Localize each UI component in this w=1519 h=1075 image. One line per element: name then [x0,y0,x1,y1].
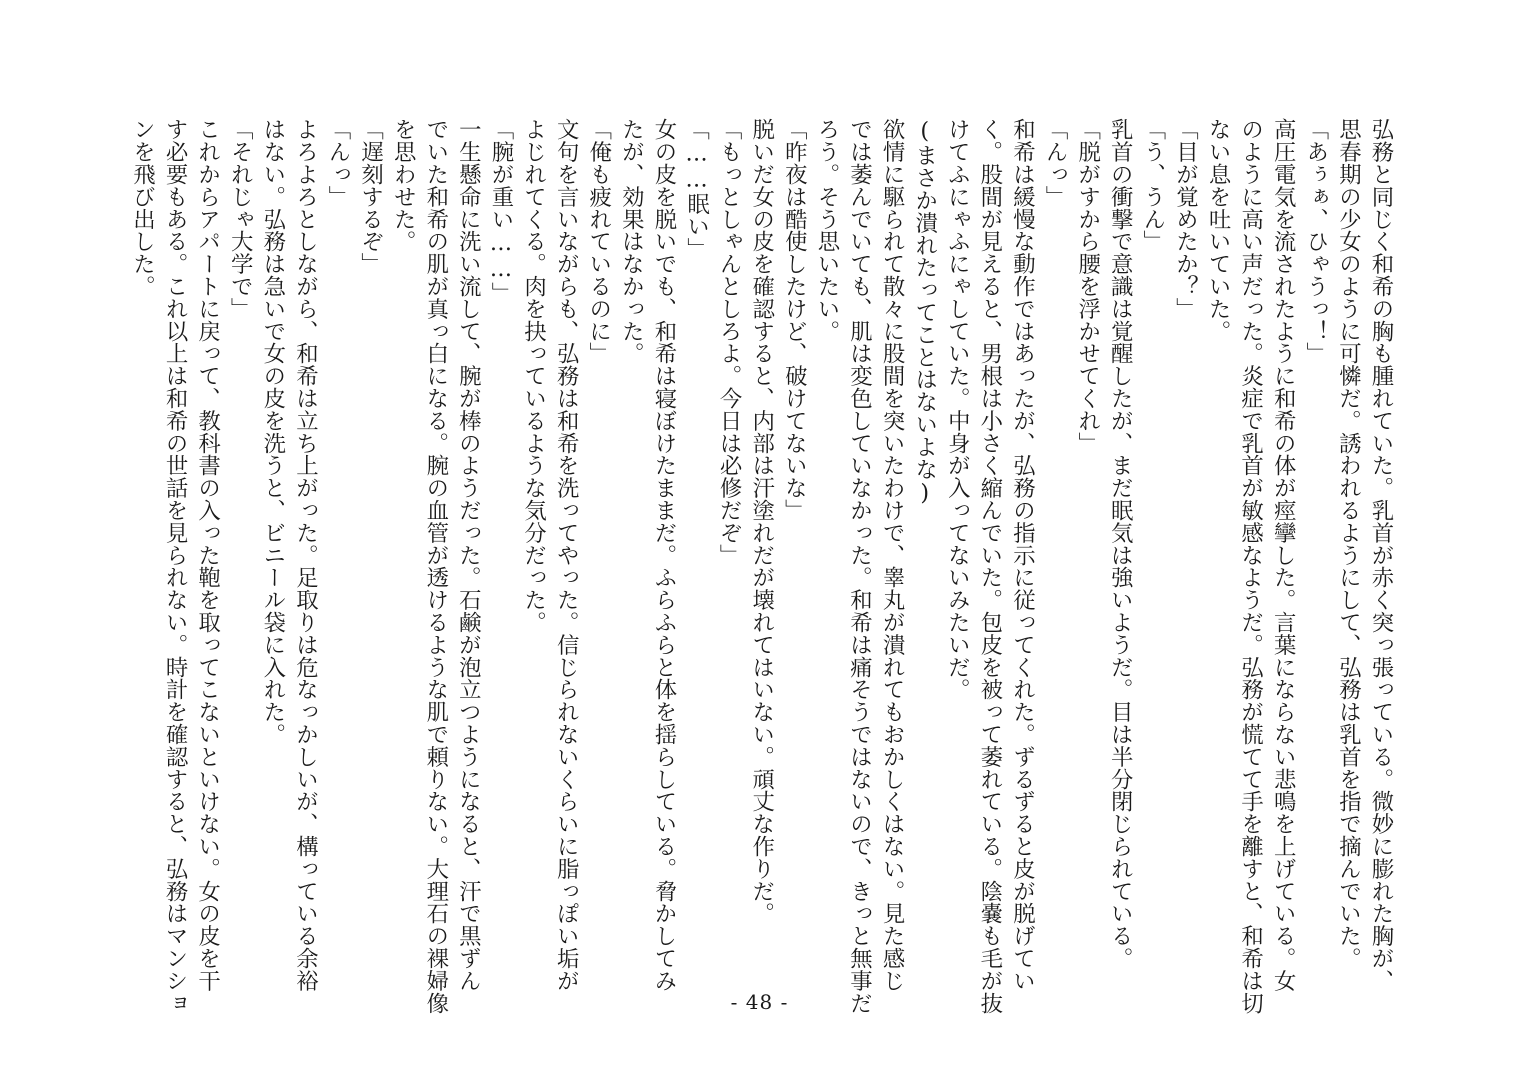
text-line: 「う、うん」 [1139,118,1166,253]
text-line: たが、効果はなかった。 [618,118,645,365]
text-line: ない息を吐いていた。 [1205,118,1232,342]
text-line: 「あぅぁ、ひゃうっ！」 [1302,118,1329,365]
text-line: 「遅刻するぞ」 [357,118,384,275]
page-number: - 48 - [730,990,789,1014]
text-line: 和希は緩慢な動作ではあったが、弘務の指示に従ってくれた。ずるずると皮が脱げてい [1009,118,1036,992]
text-line: 高圧電気を流されたように和希の体が痙攣した。言葉にならない悲鳴を上げている。女 [1270,118,1297,992]
text-line: 「……眠い」 [683,118,710,260]
text-line: す必要もある。これ以上は和希の世話を見られない。時計を確認すると、弘務はマンショ [162,118,189,1014]
text-line: く。股間が見えると、男根は小さく縮んでいた。包皮を被って萎れている。陰嚢も毛が抜 [976,118,1003,1014]
text-line: 脱いだ女の皮を確認すると、内部は汗塗れだが壊れてはいない。頑丈な作りだ。 [748,118,775,925]
text-line: 「それじゃ大学で」 [227,118,254,320]
text-line: 文句を言いながらも、弘務は和希を洗ってやった。信じられないくらいに脂っぽい垢が [553,118,580,992]
text-line: 「脱がすから腰を浮かせてくれ」 [1074,118,1101,454]
text-line: では萎んでいても、肌は変色していなかった。和希は痛そうではないので、きっと無事だ [846,118,873,1014]
text-line: よろよろとしながら、和希は立ち上がった。足取りは危なっかしいが、構っている余裕 [292,118,319,992]
text-line: 乳首の衝撃で意識は覚醒したが、まだ眠気は強いようだ。目は半分閉じられている。 [1107,118,1134,970]
text-line: けてふにゃふにゃしていた。中身が入ってないみたいだ。 [944,118,971,701]
text-line: 「んっ」 [325,118,351,208]
text-line: (まさか潰れたってことはないよな) [911,118,938,506]
text-line: 弘務と同じく和希の胸も腫れていた。乳首が赤く突っ張っている。微妙に膨れた胸が、 [1368,118,1394,992]
text-line: 思春期の少女のように可憐だ。誘われるようにして、弘務は乳首を指で摘んでいた。 [1335,118,1362,970]
text-line: 欲情に駆られて散々に股間を突いたわけで、睾丸が潰れてもおかしくはない。見た感じ [879,118,906,992]
text-line: のように高い声だった。炎症で乳首が敏感なようだ。弘務が慌てて手を離すと、和希は切 [1237,118,1264,1014]
text-line: よじれてくる。肉を抉っているような気分だった。 [520,118,547,634]
text-line: 「昨夜は酷使したけど、破けてないな」 [781,118,808,522]
text-line: 「んっ」 [1042,118,1069,208]
text-line: ろう。そう思いたい。 [813,118,840,342]
text-line: これからアパートに戻って、教科書の入った鞄を取ってこないといけない。女の皮を干 [194,118,221,992]
text-line: ンを飛び出した。 [129,118,156,298]
text-line: 一生懸命に洗い流して、腕が棒のようだった。石鹸が泡立つようになると、汗で黒ずん [455,118,482,992]
text-line: 「俺も疲れているのに」 [585,118,612,365]
text-line: はない。弘務は急いで女の皮を洗うと、ビニール袋に入れた。 [259,118,286,746]
text-line: 女の皮を脱いでも、和希は寝ぼけたままだ。ふらふらと体を揺らしている。脅かしてみ [650,118,677,992]
text-line: 「目が覚めたか？」 [1172,118,1199,320]
text-line: 「腕が重い……」 [487,118,514,305]
text-line: を思わせた。 [390,118,417,253]
text-line: でいた和希の肌が真っ白になる。腕の血管が透けるような肌で頼りない。大理石の裸婦像 [422,118,449,1014]
text-line: 「もっとしゃんとしろよ。今日は必修だぞ」 [716,118,743,566]
